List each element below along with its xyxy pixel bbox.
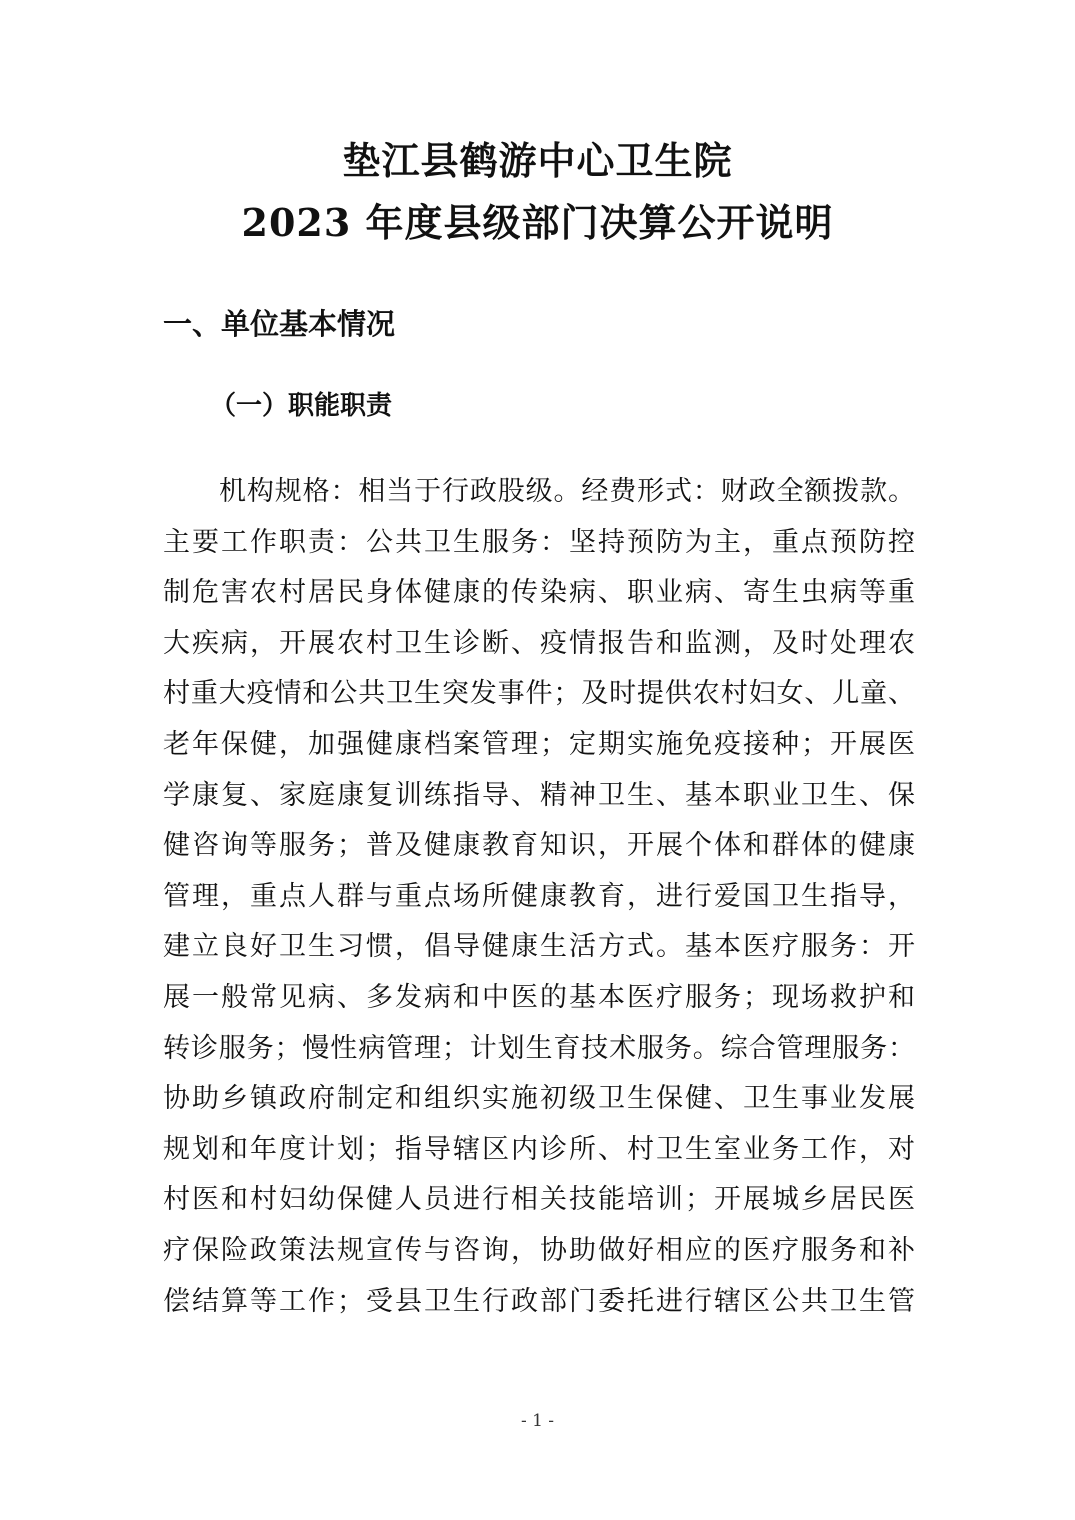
body-line: 村重大疫情和公共卫生突发事件；及时提供农村妇女、儿童、: [163, 678, 915, 710]
body-line: 偿结算等工作；受县卫生行政部门委托进行辖区公共卫生管: [163, 1285, 915, 1317]
body-line: 转诊服务；慢性病管理；计划生育技术服务。综合管理服务：: [163, 1032, 915, 1064]
body-line: 学康复、家庭康复训练指导、精神卫生、基本职业卫生、保: [163, 779, 915, 811]
body-line: 老年保健，加强健康档案管理；定期实施免疫接种；开展医: [163, 728, 915, 760]
body-line: 展一般常见病、多发病和中医的基本医疗服务；现场救护和: [163, 981, 915, 1013]
subsection-heading-functions-duties: （一）职能职责: [210, 391, 393, 421]
title-line-2: 2023 年度县级部门决算公开说明: [241, 200, 834, 245]
body-line: 管理，重点人群与重点场所健康教育，进行爱国卫生指导，: [163, 880, 915, 912]
body-line: 疗保险政策法规宣传与咨询，协助做好相应的医疗服务和补: [163, 1234, 915, 1266]
body-line: 协助乡镇政府制定和组织实施初级卫生保健、卫生事业发展: [163, 1083, 915, 1115]
title-line-1: 垫江县鹤游中心卫生院: [342, 138, 733, 183]
body-line: 大疾病，开展农村卫生诊断、疫情报告和监测，及时处理农: [163, 627, 915, 659]
body-line: 规划和年度计划；指导辖区内诊所、村卫生室业务工作，对: [163, 1133, 915, 1165]
body-line: 健咨询等服务；普及健康教育知识，开展个体和群体的健康: [163, 830, 915, 862]
section-heading-unit-basic-info: 一、单位基本情况: [163, 307, 396, 341]
document-title: [0, 130, 1075, 254]
body-line: 机构规格：相当于行政股级。经费形式：财政全额拨款。: [219, 476, 915, 507]
body-line: 制危害农村居民身体健康的传染病、职业病、寄生虫病等重: [163, 577, 915, 609]
body-line: 建立良好卫生习惯，倡导健康生活方式。基本医疗服务：开: [163, 931, 915, 963]
page-number: - 1 -: [520, 1411, 555, 1431]
body-paragraph: [163, 467, 915, 1327]
body-line: 村医和村妇幼保健人员进行相关技能培训；开展城乡居民医: [163, 1184, 915, 1216]
body-line: 主要工作职责：公共卫生服务：坚持预防为主，重点预防控: [163, 526, 915, 558]
